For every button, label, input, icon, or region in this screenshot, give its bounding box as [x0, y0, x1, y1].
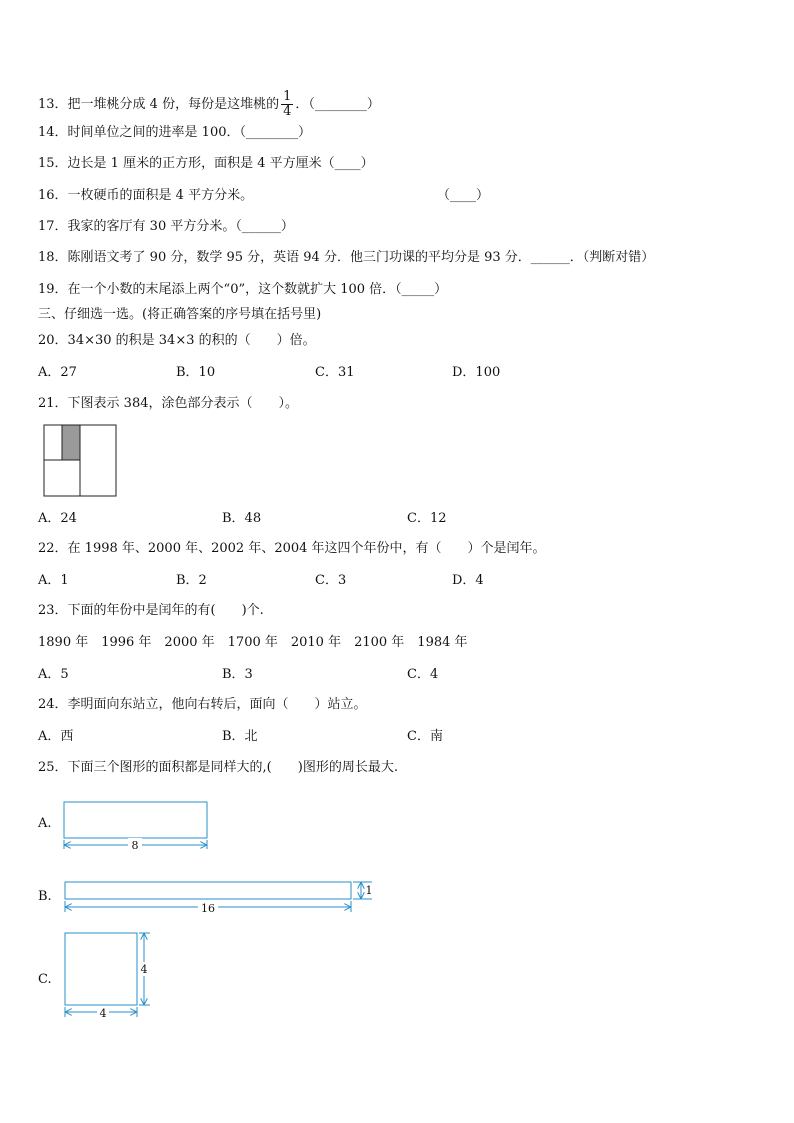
q25-rect-a	[64, 802, 207, 838]
question-16	[38, 188, 253, 204]
q25-rect-b	[65, 882, 351, 899]
q23-option-c[interactable]: C．4	[407, 667, 439, 682]
question-19: 19．在一个小数的末尾添上两个“0”，这个数就扩大 100 倍．（_____）	[38, 282, 448, 297]
q25-figure-a	[60, 798, 215, 854]
q25-rect-b-height-label: 1	[365, 884, 373, 897]
q20-option-c[interactable]: C．31	[315, 365, 355, 380]
question-23-stem: 23．下面的年份中是闰年的有( )个.	[38, 603, 264, 618]
q20-option-d[interactable]: D．100	[452, 365, 501, 380]
q22-option-c[interactable]: C．3	[315, 573, 347, 588]
q23-years: 1890 年 1996 年 2000 年 1700 年 2010 年 2100 年 1984 年	[38, 635, 468, 650]
q21-option-a[interactable]: A．24	[38, 511, 77, 526]
q23-option-a[interactable]: A．5	[38, 667, 69, 682]
question-24-stem: 24．李明面向东站立，他向右转后，面向（ ）站立。	[38, 697, 367, 712]
q20-option-a[interactable]: A．27	[38, 365, 77, 380]
q25-figure-b	[60, 878, 380, 920]
question-18: 18．陈刚语文考了 90 分，数学 95 分，英语 94 分．他三门功课的平均分是 93 分．______．（判断对错）	[38, 250, 655, 265]
q24-option-a[interactable]: A．西	[38, 729, 74, 744]
fraction-one-quarter: $\frac{1}{4}$	[283, 89, 292, 119]
question-17: 17．我家的客厅有 30 平方分米。（______）	[38, 219, 294, 234]
q25-figure-c	[60, 928, 160, 1022]
q22-option-d[interactable]: D．4	[452, 573, 484, 588]
q25-square-c	[65, 933, 137, 1005]
question-20-stem: 20．34×30 的积是 34×3 的积的（ ）倍。	[38, 333, 316, 348]
q21-shaded-part	[62, 425, 80, 460]
q21-option-b[interactable]: B．48	[222, 511, 262, 526]
q25-rect-a-width-label: 8	[131, 839, 139, 852]
q25-square-c-width-label: 4	[99, 1007, 107, 1020]
question-25-stem: 25．下面三个图形的面积都是同样大的,( )图形的周长最大.	[38, 760, 398, 775]
q20-option-b[interactable]: B．10	[176, 365, 216, 380]
q16-blank: （____）	[437, 188, 490, 203]
q13-prefix: 13．把一堆桃分成 4 份，每份是这堆桃的	[38, 97, 280, 112]
question-22-stem: 22．在 1998 年、2000 年、2002 年、2004 年这四个年份中，有（ ）个是闰年。	[38, 541, 546, 556]
q25-figure-a-label[interactable]: A.	[38, 816, 52, 831]
q22-option-b[interactable]: B．2	[176, 573, 207, 588]
q21-square-diagram	[43, 424, 117, 498]
q23-option-b[interactable]: B．3	[222, 667, 253, 682]
q16-text: 16．一枚硬币的面积是 4 平方分米。	[38, 188, 254, 203]
q22-option-a[interactable]: A．1	[38, 573, 69, 588]
q24-option-c[interactable]: C．南	[407, 729, 443, 744]
question-13	[38, 90, 380, 119]
question-21-stem: 21．下图表示 384，涂色部分表示（ ）。	[38, 396, 298, 411]
q21-option-c[interactable]: C．12	[407, 511, 447, 526]
q25-square-c-height-label: 4	[140, 963, 148, 976]
question-15: 15．边长是 1 厘米的正方形，面积是 4 平方厘米（____）	[38, 156, 374, 171]
q25-figure-b-label[interactable]: B.	[38, 889, 52, 904]
question-14: 14．时间单位之间的进率是 100．（________）	[38, 125, 311, 140]
q13-suffix: ．（________）	[295, 97, 380, 112]
q25-rect-b-width-label: 16	[201, 902, 215, 915]
section-3-heading: 三、仔细选一选。(将正确答案的序号填在括号里)	[38, 307, 322, 322]
q24-option-b[interactable]: B．北	[222, 729, 258, 744]
q25-figure-c-label[interactable]: C.	[38, 972, 52, 987]
